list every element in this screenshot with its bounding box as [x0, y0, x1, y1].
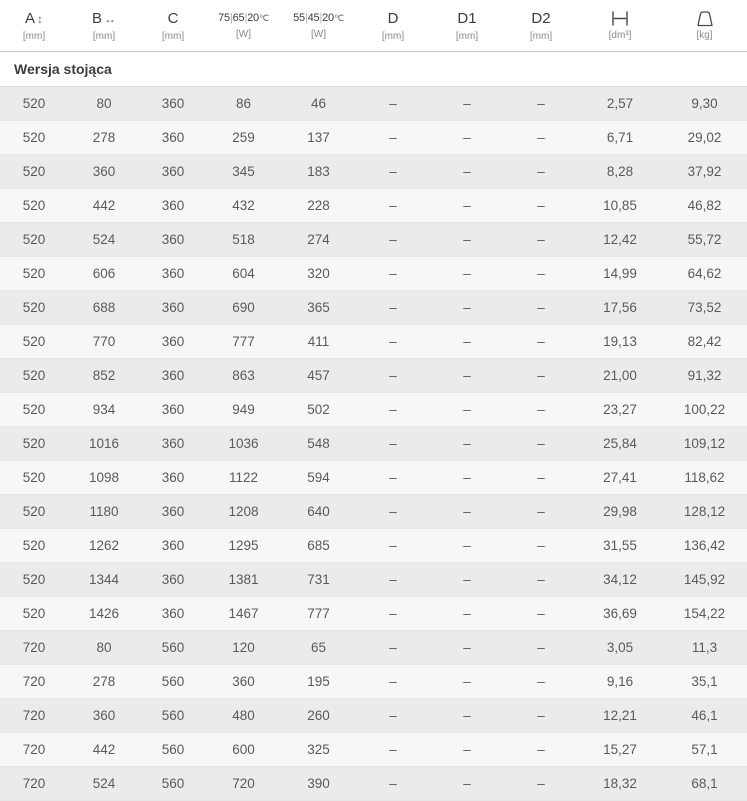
table-cell: 770 — [68, 325, 140, 359]
table-cell: – — [430, 631, 504, 665]
table-cell: 68,1 — [662, 767, 747, 801]
table-cell: 1016 — [68, 427, 140, 461]
table-cell: 46,82 — [662, 189, 747, 223]
table-cell: 480 — [206, 699, 281, 733]
table-cell: – — [504, 495, 578, 529]
table-cell: 934 — [68, 393, 140, 427]
table-cell: 37,92 — [662, 155, 747, 189]
table-cell: 548 — [281, 427, 356, 461]
table-cell: – — [504, 699, 578, 733]
table-cell: 360 — [140, 393, 206, 427]
table-cell: 777 — [281, 597, 356, 631]
horizontal-arrow-icon: ↔ — [104, 12, 116, 26]
table-cell: – — [430, 495, 504, 529]
table-cell: 128,12 — [662, 495, 747, 529]
table-cell: 457 — [281, 359, 356, 393]
table-cell: 73,52 — [662, 291, 747, 325]
table-cell: 720 — [0, 767, 68, 801]
table-cell: 600 — [206, 733, 281, 767]
table-cell: 360 — [140, 359, 206, 393]
table-cell: – — [356, 223, 430, 257]
table-cell: – — [356, 563, 430, 597]
table-cell: 11,3 — [662, 631, 747, 665]
table-cell: 136,42 — [662, 529, 747, 563]
table-cell: – — [430, 87, 504, 121]
table-cell: 1426 — [68, 597, 140, 631]
table-cell: – — [356, 257, 430, 291]
table-cell: – — [430, 189, 504, 223]
table-cell: – — [430, 529, 504, 563]
table-cell: 360 — [68, 155, 140, 189]
table-cell: 120 — [206, 631, 281, 665]
table-cell: – — [430, 597, 504, 631]
table-cell: 720 — [0, 733, 68, 767]
table-cell: – — [356, 189, 430, 223]
table-cell: 64,62 — [662, 257, 747, 291]
table-cell: – — [430, 359, 504, 393]
table-cell: – — [356, 733, 430, 767]
table-cell: 640 — [281, 495, 356, 529]
table-cell: – — [430, 155, 504, 189]
table-cell: 606 — [68, 257, 140, 291]
table-cell: – — [356, 359, 430, 393]
table-cell: 345 — [206, 155, 281, 189]
table-cell: 320 — [281, 257, 356, 291]
table-cell: 520 — [0, 427, 68, 461]
table-cell: 560 — [140, 767, 206, 801]
table-cell: 360 — [140, 121, 206, 155]
table-cell: 228 — [281, 189, 356, 223]
table-cell: 1036 — [206, 427, 281, 461]
table-cell: 520 — [0, 189, 68, 223]
table-cell: – — [356, 529, 430, 563]
table-cell: 690 — [206, 291, 281, 325]
table-cell: – — [430, 427, 504, 461]
table-cell: 19,13 — [578, 325, 662, 359]
table-cell: – — [356, 699, 430, 733]
table-cell: 9,30 — [662, 87, 747, 121]
table-cell: 731 — [281, 563, 356, 597]
table-cell: 518 — [206, 223, 281, 257]
table-cell: 34,12 — [578, 563, 662, 597]
table-cell: 109,12 — [662, 427, 747, 461]
volume-icon — [582, 10, 658, 27]
table-cell: 432 — [206, 189, 281, 223]
table-cell: 118,62 — [662, 461, 747, 495]
table-body — [0, 87, 747, 801]
table-row — [0, 767, 747, 801]
table-row — [0, 597, 747, 631]
table-cell: 520 — [0, 529, 68, 563]
table-cell: – — [504, 733, 578, 767]
table-cell: 520 — [0, 291, 68, 325]
table-row — [0, 427, 747, 461]
table-cell: 852 — [68, 359, 140, 393]
table-cell: 360 — [68, 699, 140, 733]
table-cell: – — [430, 325, 504, 359]
table-cell: 1122 — [206, 461, 281, 495]
table-cell: 360 — [140, 291, 206, 325]
table-cell: 86 — [206, 87, 281, 121]
table-row — [0, 257, 747, 291]
table-cell: 137 — [281, 121, 356, 155]
table-cell: 685 — [281, 529, 356, 563]
table-cell: 524 — [68, 767, 140, 801]
table-cell: 365 — [281, 291, 356, 325]
table-row — [0, 87, 747, 121]
table-cell: 12,42 — [578, 223, 662, 257]
table-cell: 949 — [206, 393, 281, 427]
table-cell: 21,00 — [578, 359, 662, 393]
column-header-d2: D2 [mm] — [504, 0, 578, 52]
table-cell: 3,05 — [578, 631, 662, 665]
table-cell: 260 — [281, 699, 356, 733]
table-cell: 520 — [0, 325, 68, 359]
table-cell: 720 — [0, 631, 68, 665]
table-cell: 520 — [0, 563, 68, 597]
table-cell: 29,02 — [662, 121, 747, 155]
table-cell: 560 — [140, 699, 206, 733]
table-cell: 688 — [68, 291, 140, 325]
table-cell: 145,92 — [662, 563, 747, 597]
section-row — [0, 52, 747, 87]
table-cell: 18,32 — [578, 767, 662, 801]
table-cell: 390 — [281, 767, 356, 801]
table-row — [0, 733, 747, 767]
table-cell: – — [356, 631, 430, 665]
table-cell: – — [356, 393, 430, 427]
table-cell: 520 — [0, 121, 68, 155]
table-cell: – — [504, 631, 578, 665]
table-row — [0, 223, 747, 257]
table-cell: 442 — [68, 189, 140, 223]
table-cell: – — [356, 291, 430, 325]
table-cell: 720 — [0, 665, 68, 699]
table-cell: 520 — [0, 155, 68, 189]
table-cell: 35,1 — [662, 665, 747, 699]
column-header-c: C [mm] — [140, 0, 206, 52]
table-row — [0, 529, 747, 563]
table-cell: 65 — [281, 631, 356, 665]
table-cell: 520 — [0, 359, 68, 393]
table-cell: 1208 — [206, 495, 281, 529]
table-cell: 520 — [0, 597, 68, 631]
table-cell: – — [356, 495, 430, 529]
table-cell: 1098 — [68, 461, 140, 495]
table-cell: 360 — [140, 461, 206, 495]
table-cell: – — [504, 121, 578, 155]
table-cell: 594 — [281, 461, 356, 495]
column-header-power-55-45-20: 55|45|20℃ [W] — [281, 0, 356, 52]
table-cell: 863 — [206, 359, 281, 393]
column-header-power-75-65-20: 75|65|20℃ [W] — [206, 0, 281, 52]
table-row — [0, 699, 747, 733]
table-cell: 80 — [68, 87, 140, 121]
table-cell: – — [430, 563, 504, 597]
table-cell: 1344 — [68, 563, 140, 597]
table-row — [0, 359, 747, 393]
column-header-b: B ↔ [mm] — [68, 0, 140, 52]
table-cell: 360 — [140, 597, 206, 631]
table-cell: 80 — [68, 631, 140, 665]
table-cell: 9,16 — [578, 665, 662, 699]
section-title: Wersja stojąca — [0, 52, 747, 87]
table-cell: 27,41 — [578, 461, 662, 495]
table-cell: – — [430, 223, 504, 257]
table-row — [0, 495, 747, 529]
table-cell: 520 — [0, 257, 68, 291]
table-cell: 360 — [140, 257, 206, 291]
table-cell: 520 — [0, 223, 68, 257]
table-cell: – — [430, 665, 504, 699]
table-cell: – — [430, 461, 504, 495]
table-cell: 520 — [0, 461, 68, 495]
table-cell: 560 — [140, 733, 206, 767]
table-cell: 274 — [281, 223, 356, 257]
table-cell: 520 — [0, 87, 68, 121]
table-cell: 12,21 — [578, 699, 662, 733]
table-cell: 57,1 — [662, 733, 747, 767]
table-row — [0, 631, 747, 665]
table-cell: – — [504, 257, 578, 291]
table-cell: 31,55 — [578, 529, 662, 563]
table-cell: 360 — [206, 665, 281, 699]
table-cell: 23,27 — [578, 393, 662, 427]
table-cell: 520 — [0, 393, 68, 427]
table-cell: 1295 — [206, 529, 281, 563]
table-cell: 6,71 — [578, 121, 662, 155]
table-cell: 10,85 — [578, 189, 662, 223]
table-cell: 360 — [140, 495, 206, 529]
table-cell: 360 — [140, 325, 206, 359]
table-cell: 520 — [0, 495, 68, 529]
table-cell: 777 — [206, 325, 281, 359]
column-header-d: D [mm] — [356, 0, 430, 52]
table-row — [0, 121, 747, 155]
table-cell: 360 — [140, 189, 206, 223]
table-cell: – — [504, 291, 578, 325]
table-cell: 560 — [140, 631, 206, 665]
table-cell: 360 — [140, 223, 206, 257]
table-cell: 1262 — [68, 529, 140, 563]
column-header-a: A ↕ [mm] — [0, 0, 68, 52]
table-cell: – — [430, 257, 504, 291]
table-cell: – — [504, 665, 578, 699]
table-cell: – — [504, 155, 578, 189]
table-cell: 183 — [281, 155, 356, 189]
table-cell: 524 — [68, 223, 140, 257]
table-cell: 46,1 — [662, 699, 747, 733]
table-cell: 15,27 — [578, 733, 662, 767]
table-cell: – — [356, 597, 430, 631]
table-row — [0, 393, 747, 427]
table-cell: – — [504, 393, 578, 427]
table-cell: – — [430, 767, 504, 801]
table-cell: 8,28 — [578, 155, 662, 189]
table-cell: 195 — [281, 665, 356, 699]
vertical-arrow-icon: ↕ — [37, 12, 43, 26]
table-row — [0, 563, 747, 597]
table-cell: 360 — [140, 155, 206, 189]
table-row — [0, 291, 747, 325]
table-cell: 325 — [281, 733, 356, 767]
table-cell: 29,98 — [578, 495, 662, 529]
table-cell: – — [504, 529, 578, 563]
table-cell: – — [504, 189, 578, 223]
table-cell: 1180 — [68, 495, 140, 529]
table-cell: – — [504, 767, 578, 801]
table-cell: – — [504, 563, 578, 597]
table-cell: 55,72 — [662, 223, 747, 257]
table-cell: 278 — [68, 121, 140, 155]
table-cell: – — [504, 359, 578, 393]
table-cell: 1381 — [206, 563, 281, 597]
table-cell: 360 — [140, 427, 206, 461]
table-cell: 502 — [281, 393, 356, 427]
table-cell: 411 — [281, 325, 356, 359]
table-cell: 259 — [206, 121, 281, 155]
table-cell: – — [430, 699, 504, 733]
column-header-d1: D1 [mm] — [430, 0, 504, 52]
table-cell: – — [356, 461, 430, 495]
table-cell: – — [430, 291, 504, 325]
table-cell: 46 — [281, 87, 356, 121]
table-cell: 720 — [206, 767, 281, 801]
table-cell: 560 — [140, 665, 206, 699]
table-cell: – — [504, 461, 578, 495]
table-cell: 91,32 — [662, 359, 747, 393]
table-row — [0, 461, 747, 495]
table-cell: 604 — [206, 257, 281, 291]
table-cell: – — [356, 665, 430, 699]
table-cell: 14,99 — [578, 257, 662, 291]
table-cell: 360 — [140, 529, 206, 563]
table-header — [0, 0, 747, 52]
table-cell: – — [356, 325, 430, 359]
table-cell: – — [504, 87, 578, 121]
table-cell: – — [504, 427, 578, 461]
table-cell: 2,57 — [578, 87, 662, 121]
table-row — [0, 189, 747, 223]
table-cell: 442 — [68, 733, 140, 767]
table-cell: 360 — [140, 563, 206, 597]
column-header-weight: [kg] — [662, 0, 747, 52]
table-cell: 278 — [68, 665, 140, 699]
table-cell: – — [356, 767, 430, 801]
table-cell: 82,42 — [662, 325, 747, 359]
table-cell: 154,22 — [662, 597, 747, 631]
weight-icon — [666, 10, 743, 27]
table-cell: – — [430, 121, 504, 155]
table-cell: – — [356, 155, 430, 189]
table-cell: – — [430, 393, 504, 427]
table-cell: 720 — [0, 699, 68, 733]
table-cell: – — [430, 733, 504, 767]
table-cell: 17,56 — [578, 291, 662, 325]
table-row — [0, 325, 747, 359]
table-cell: 25,84 — [578, 427, 662, 461]
section-header-body — [0, 52, 747, 87]
table-row — [0, 665, 747, 699]
table-cell: 360 — [140, 87, 206, 121]
table-cell: – — [504, 325, 578, 359]
table-cell: – — [504, 597, 578, 631]
table-row — [0, 155, 747, 189]
table-cell: 1467 — [206, 597, 281, 631]
column-header-volume: [dm³] — [578, 0, 662, 52]
table-cell: 100,22 — [662, 393, 747, 427]
table-cell: – — [356, 121, 430, 155]
table-cell: – — [504, 223, 578, 257]
table-cell: 36,69 — [578, 597, 662, 631]
table-cell: – — [356, 427, 430, 461]
table-cell: – — [356, 87, 430, 121]
